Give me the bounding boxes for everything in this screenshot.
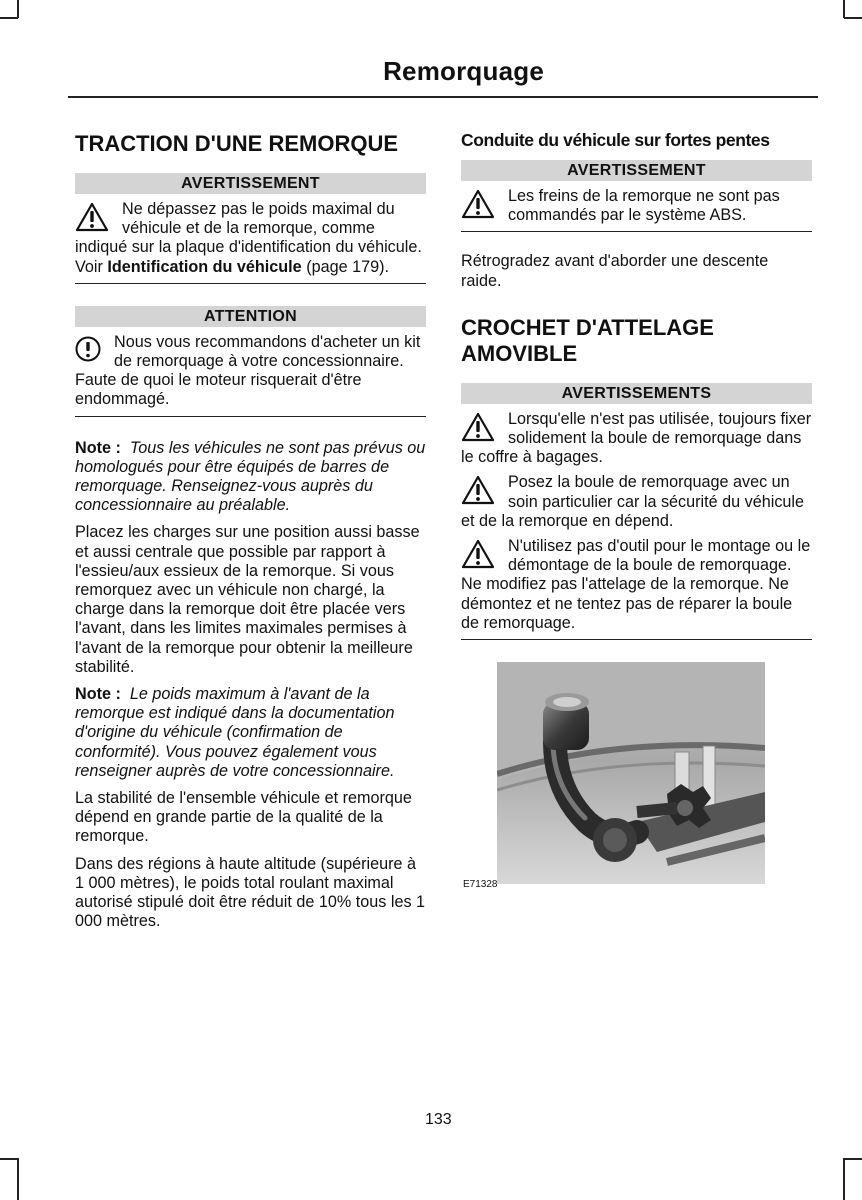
- body-paragraph: Dans des régions à haute altitude (supérieure à 1 000 mètres), le poids total roulant maximal autorisé stipulé doit être réduit de 10% tous les 1 000 mètres.: [75, 854, 426, 931]
- warnings-box-rule: [461, 639, 812, 640]
- warning-triangle-icon: [461, 412, 495, 442]
- warning-box-title: AVERTISSEMENT: [75, 173, 426, 194]
- towbar-illustration: [461, 662, 812, 898]
- attention-text: Nous vous recommandons d'acheter un kit de remorquage à votre concessionnaire. Faute de quoi le moteur risquerait d'être endommagé.: [75, 332, 421, 409]
- caution-circle-icon: [75, 335, 101, 365]
- note-text: Le poids maximum à l'avant de la remorque est indiqué dans la documentation d'origine du véhicule (confirmation de conformité). Vous pouvez également vous renseigner auprès de votre concessionnaire.: [75, 685, 395, 780]
- warning-item: [461, 537, 812, 633]
- warning-text: Ne dépassez pas le poids maximal du véhicule et de la remorque, comme indiqué sur la plaque d'identification du véhicule. Voir: [75, 200, 422, 276]
- page-title: Remorquage: [383, 56, 544, 86]
- subsection-heading-steep-slopes: Conduite du véhicule sur fortes pentes: [461, 130, 770, 150]
- warning-item: [461, 410, 812, 468]
- crop-mark-top-left-h: [0, 17, 18, 19]
- body-paragraph: Rétrogradez avant d'aborder une descente raide.: [461, 252, 769, 290]
- warning-triangle-icon: [461, 539, 495, 569]
- attention-box-rule: [75, 416, 426, 417]
- attention-box-title: ATTENTION: [75, 306, 426, 327]
- figure-code: E71328: [463, 878, 498, 890]
- towbar-photo: [497, 662, 765, 884]
- crop-mark-top-right: [843, 0, 845, 18]
- page-number: 133: [425, 1111, 452, 1128]
- warning-text: Lorsqu'elle n'est pas utilisée, toujours fixer solidement la boule de remorquage dans le coffre à bagages.: [461, 409, 812, 467]
- crop-mark-bottom-right-h: [844, 1158, 862, 1160]
- warning-item: [461, 187, 812, 225]
- title-rule: [68, 96, 818, 98]
- section-heading-towing: TRACTION D'UNE REMORQUE: [75, 131, 399, 156]
- warning-box-title: AVERTISSEMENT: [461, 160, 812, 181]
- note-label: Note :: [75, 685, 121, 704]
- crop-mark-bottom-left-h: [0, 1158, 18, 1160]
- left-column: [75, 131, 426, 940]
- crop-mark-bottom-left: [17, 1158, 19, 1200]
- warning-text: Les freins de la remorque ne sont pas commandés par le système ABS.: [508, 187, 780, 225]
- warning-triangle-icon: [461, 189, 495, 219]
- cross-reference-link[interactable]: Identification du véhicule: [107, 257, 302, 276]
- warning-text: Posez la boule de remorquage avec un soin particulier car la sécurité du véhicule et de la remorque en dépend.: [461, 473, 805, 530]
- warning-box-rule: [461, 231, 812, 232]
- page-reference: (page 179).: [306, 257, 389, 276]
- warning-box-rule: [75, 283, 426, 284]
- note-label: Note :: [75, 438, 121, 457]
- body-paragraph: Placez les charges sur une position aussi basse et aussi centrale que possible par rapport à l'essieu/aux essieux de la remorque. Si vous remorquez avec un véhicule non chargé, la charge dans la remorque doit être placée vers l'avant, dans les limites maximales permises à l'avant de la remorque pour obtenir la meilleure stabilité.: [75, 523, 420, 676]
- warning-item: [461, 473, 812, 531]
- warning-item: [75, 200, 426, 277]
- warning-triangle-icon: [461, 475, 495, 505]
- note-paragraph: [75, 685, 426, 781]
- right-column: [461, 131, 812, 898]
- note-text: Tous les véhicules ne sont pas prévus ou homologués pour être équipés de barres de remorquage. Renseignez-vous auprès du concessionnaire au préalable.: [75, 438, 426, 515]
- crop-mark-top-right-h: [844, 17, 862, 19]
- body-paragraph: La stabilité de l'ensemble véhicule et remorque dépend en grande partie de la qualité de la remorque.: [75, 789, 412, 846]
- attention-item: [75, 333, 426, 410]
- section-heading-detachable-towbar: CROCHET D'ATTELAGE AMOVIBLE: [461, 314, 714, 366]
- warnings-box-title: AVERTISSEMENTS: [461, 383, 812, 404]
- crop-mark-top-left: [17, 0, 19, 18]
- crop-mark-bottom-right: [843, 1158, 845, 1200]
- warning-triangle-icon: [75, 202, 109, 232]
- warning-text: N'utilisez pas d'outil pour le montage ou le démontage de la boule de remorquage. Ne modifiez pas l'attelage de la remorque. Ne démontez et ne tentez pas de réparer la boule de remorquage.: [461, 537, 811, 632]
- note-paragraph: [75, 439, 426, 516]
